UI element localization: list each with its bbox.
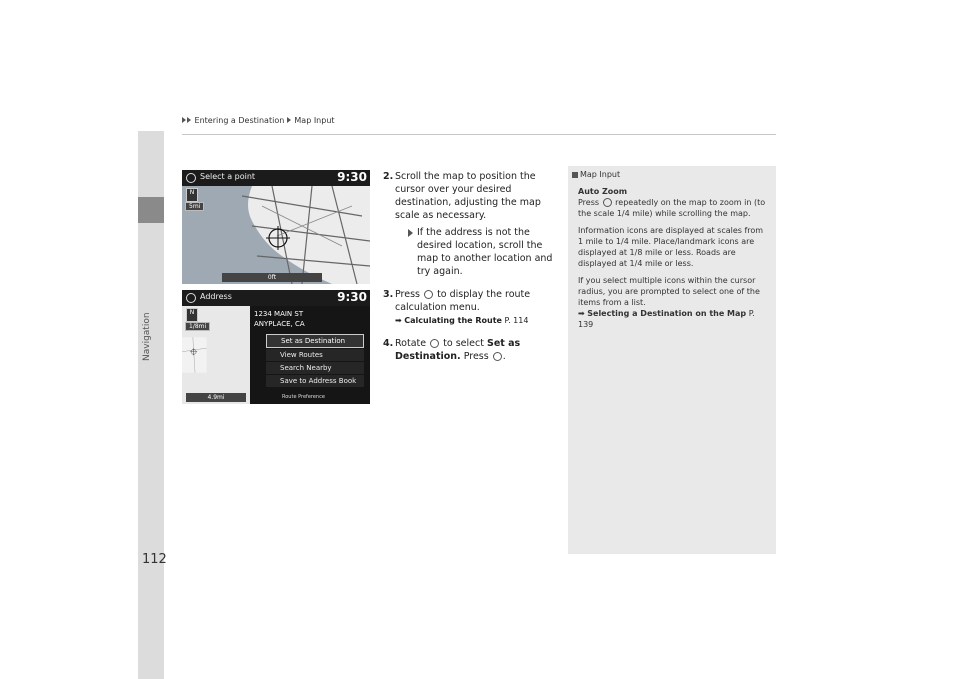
screenshot-address [182, 290, 370, 404]
step-text-post: to display the route calculation menu. [395, 289, 531, 313]
breadcrumb [182, 116, 335, 125]
xref-page: P. 114 [504, 316, 529, 325]
breadcrumb-arrow-icon [287, 117, 291, 123]
address-line1: 1234 MAIN ST [254, 310, 304, 318]
screenshot-select-point [182, 170, 370, 284]
step-2 [383, 170, 555, 278]
header-divider [182, 134, 776, 135]
interface-dial-icon [430, 339, 439, 348]
step-4: 4. Rotate to select Set as Destination. Press . [383, 338, 521, 362]
bullet-text: If the address is not the desired location, scroll the map to another location and try again. [417, 227, 553, 277]
enter-button-icon [493, 352, 502, 361]
note-content [578, 186, 768, 336]
address-line2: ANYPLACE, CA [254, 320, 305, 328]
step-number: 3. [383, 289, 394, 300]
route-menu [266, 334, 364, 388]
note-p1-pre: Press [578, 198, 600, 207]
step-number: 2. [383, 171, 394, 182]
page-number: 112 [142, 552, 167, 567]
side-note [568, 166, 776, 554]
chapter-label: Navigation [142, 312, 152, 361]
menu-item-save-address[interactable]: Save to Address Book [266, 375, 364, 387]
map-scale: 5mi [185, 202, 204, 211]
north-compass-icon: N [186, 308, 198, 322]
note-p2: Information icons are displayed at scales from 1 mile to 1/4 mile. Place/landmark icons are displayed at 1/8 mile or less. Roads are displayed at 1/4 mile or less. [578, 226, 764, 268]
screen-topbar [182, 170, 370, 186]
menu-item-search-nearby[interactable]: Search Nearby [266, 362, 364, 374]
home-icon [186, 173, 196, 183]
instructions [383, 170, 555, 373]
step-text-pre: Press [395, 289, 421, 300]
breadcrumb-arrow-icon [187, 117, 191, 123]
step-bullet [395, 226, 555, 278]
screen-topbar [182, 290, 370, 306]
screen-clock: 9:30 [337, 290, 367, 304]
note-p1-post: repeatedly on the map to zoom in (to the scale 1/4 mile) while scrolling the map. [578, 198, 766, 218]
note-xref-title: Selecting a Destination on the Map [587, 309, 747, 318]
step-bold: Set as Destination. [395, 338, 521, 362]
screen-clock: 9:30 [337, 170, 367, 184]
menu-item-set-destination[interactable]: Set as Destination [266, 334, 364, 348]
chapter-tab-marker [138, 197, 164, 223]
note-xref-page: P. 139 [578, 309, 755, 329]
map-view [182, 186, 370, 284]
screen-title: Select a point [200, 172, 256, 181]
step-text: Scroll the map to position the cursor over your desired destination, adjusting the map scale as necessary. [395, 171, 541, 221]
enter-button-icon [424, 290, 433, 299]
map-bottombar: 4.9mi [186, 393, 246, 402]
route-preference-label: Route Preference [282, 394, 325, 400]
step-press: Press [463, 351, 489, 362]
menu-item-view-routes[interactable]: View Routes [266, 349, 364, 361]
cross-reference[interactable]: ➡ Calculating the Route P. 114 [395, 316, 529, 325]
enter-button-icon [603, 198, 612, 207]
breadcrumb-part1: Entering a Destination [194, 116, 285, 125]
screen-title: Address [200, 292, 232, 301]
note-marker-icon [572, 172, 578, 178]
note-p3: If you select multiple icons within the cursor radius, you are prompted to select one of the items from a list. [578, 276, 760, 307]
step-text-pre: Rotate [395, 338, 427, 349]
map-scale: 1/8mi [185, 322, 210, 331]
north-compass-icon: N [186, 188, 198, 202]
note-title: Auto Zoom [578, 187, 628, 196]
note-header [572, 169, 620, 180]
home-icon [186, 293, 196, 303]
xref-title: Calculating the Route [404, 316, 502, 325]
note-xref[interactable]: ➡ Selecting a Destination on the Map P. 139 [578, 309, 755, 329]
breadcrumb-arrow-icon [182, 117, 186, 123]
chapter-sidebar [138, 131, 164, 679]
breadcrumb-part2: Map Input [294, 116, 335, 125]
map-bottombar: 0ft [222, 273, 322, 282]
step-number: 4. [383, 338, 394, 349]
bullet-arrow-icon [408, 229, 413, 237]
step-text-mid: to select [443, 338, 484, 349]
step-3 [383, 288, 555, 327]
note-header-text: Map Input [580, 170, 621, 179]
